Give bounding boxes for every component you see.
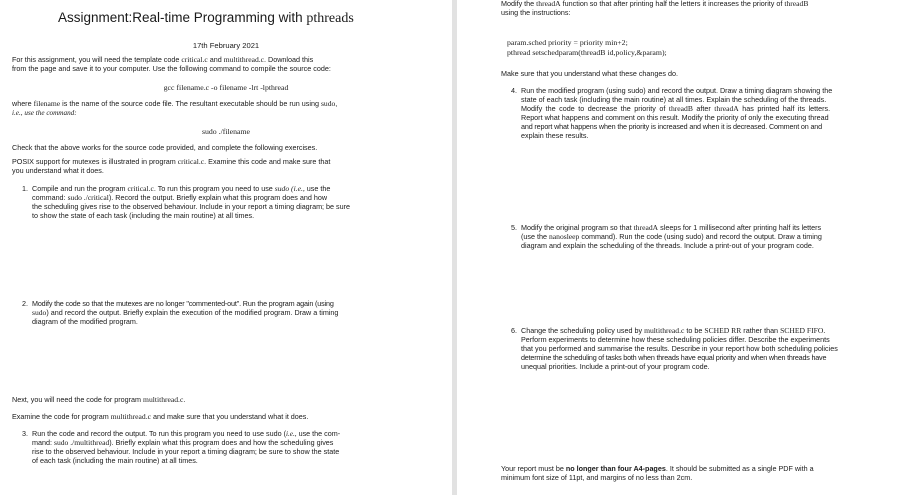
code-line-1: param.sched priority = priority min+2; — [507, 38, 628, 47]
ex2-line-1: Modify the code so that the mutexes are no longer "commented-out". Run the program again (using — [32, 299, 334, 308]
exercise-6-number: 6. — [511, 326, 517, 335]
ex1-line-4: to show the state of each task (including the main routine) at all times. — [32, 210, 255, 220]
ex6-text-a: Change the scheduling policy used by — [521, 326, 643, 335]
ex6-code-multithread: multithread.c — [644, 326, 685, 335]
report-text-b: . It should be submitted as a single PDF with a — [665, 464, 814, 473]
ex5-line-3: diagram and explain the scheduling of the threads. Include a print-out of your program code. — [521, 240, 814, 250]
modify-code-threadb: threadB — [784, 0, 809, 8]
where-text-b: is the name of the source code file. The resultant executable should be run using — [62, 99, 319, 108]
ex5-text-a: Modify the original program so that — [521, 223, 632, 232]
title-code: pthreads — [306, 11, 354, 26]
run-command: sudo ./filename — [201, 127, 251, 136]
exercise-3 — [22, 430, 406, 466]
ex3-text-ie: i.e., — [286, 430, 297, 438]
next-code: multithread.c — [143, 395, 184, 404]
ex1-text-c: use the — [306, 184, 331, 193]
exercise-2 — [22, 300, 402, 327]
ex5-code-nanosleep: nanosleep — [548, 231, 580, 241]
report-paragraph — [501, 465, 913, 483]
code-block — [507, 38, 667, 58]
ex4-line-5: and report what happens when the priority is increased and when it is decreased. Comment on and — [521, 121, 822, 131]
compile-command: gcc filename.c -o filename -lrt -lpthread — [163, 83, 289, 92]
intro-code-critical: critical.c — [181, 55, 208, 64]
ex6-code-sched-fifo: SCHED FIFO. — [780, 326, 826, 335]
intro-text-c: . Download this — [264, 55, 314, 64]
exercise-1 — [22, 185, 402, 221]
ex5-text-c: (use the — [521, 231, 547, 241]
ex1-text-e: ). Record the output. Briefly explain what this program does and how — [108, 192, 328, 202]
ex1-text-d: command: — [32, 192, 66, 202]
where-text-c: , — [335, 99, 338, 108]
exercise-6 — [511, 327, 911, 372]
exercise-3-number: 3. — [22, 429, 28, 438]
ex4-text-c: has printed half its letters. — [742, 103, 831, 113]
ex6-line-3: that you performed and summarise the results. Describe in your report how both scheduling policies — [521, 343, 838, 353]
intro-paragraph — [12, 56, 442, 74]
next-text-b: . — [183, 395, 186, 404]
ex6-text-c: rather than — [743, 326, 779, 335]
examine-paragraph — [12, 413, 442, 422]
page-left — [0, 0, 452, 495]
exercise-4 — [511, 87, 911, 140]
ex3-line-4: of each task (including the main routine) at all times. — [32, 455, 198, 465]
date-line: 17th February 2021 — [192, 41, 260, 50]
modify-code-threada: threadA — [536, 0, 561, 8]
ex6-text-b: to be — [686, 326, 703, 335]
ex6-code-sched-rr: SCHED RR — [704, 326, 742, 335]
ex4-line-6: explain these results. — [521, 130, 589, 140]
ex2-line-3: diagram of the modified program. — [32, 316, 138, 326]
modify-text-b: function so that after printing half the letters it increases the priority of — [562, 0, 783, 8]
ex5-text-d: command). Run the code (using sudo) and record the output. Draw a timing — [581, 231, 822, 241]
ex1-text-a: Compile and run the program — [32, 184, 126, 193]
ex2-code-sudo: sudo — [32, 307, 47, 317]
modify-text-a: Modify the — [501, 0, 535, 8]
ex3-text-c: mand: — [32, 437, 52, 447]
ex3-text-a: Run the code and record the output. To run this program you need to use sudo ( — [32, 429, 286, 438]
ex3-line-3: rise to the observed behaviour. Include in your report a timing diagram; be sure to show the state — [32, 446, 340, 456]
posix-line-2: you understand what it does. — [12, 165, 104, 175]
report-line-2: minimum font size of 11pt, and margins of no less than 2cm. — [501, 472, 693, 482]
ex1-text-b: . To run this program you need to use — [153, 184, 273, 193]
where-line-2: i.e., use the command: — [12, 108, 77, 117]
examine-text-b: and make sure that you understand what it does. — [152, 412, 309, 421]
report-length-limit: no longer than four A4-pages — [565, 464, 666, 473]
ex1-line-3: the scheduling gives rise to the observed behaviour. Include in your report a timing diagram; be sure — [32, 201, 351, 211]
check-paragraph: Check that the above works for the source code provided, and complete the following exercises. — [12, 143, 318, 152]
ex3-text-d: ). Briefly explain what this program does and how the scheduling gives — [109, 437, 334, 447]
examine-text-a: Examine the code for program — [12, 412, 109, 421]
title-text: Assignment:Real-time Programming with — [58, 10, 303, 25]
exercise-2-number: 2. — [22, 299, 28, 308]
ex4-line-1: Run the modified program (using sudo) and record the output. Draw a timing diagram showing the — [521, 86, 833, 95]
make-sure-paragraph: Make sure that you understand what these changes do. — [501, 69, 679, 78]
ex3-text-b: use the com- — [298, 429, 341, 438]
exercise-1-number: 1. — [22, 184, 28, 193]
ex1-code-command: sudo ./critical — [67, 192, 109, 202]
ex1-code-sudo: sudo (i.e., — [274, 184, 305, 193]
where-code-filename: filename — [33, 99, 61, 108]
ex4-text-a: Modify the code to decrease the priority of — [521, 103, 666, 113]
exercise-5-number: 5. — [511, 223, 517, 232]
ex6-line-2: Perform experiments to determine how these scheduling policies differ. Describe the experiments — [521, 334, 830, 344]
modify-line-2: using the instructions: — [501, 7, 571, 17]
ex4-line-2: state of each task (including the main routine) at all times. Explain the scheduling of the threads. — [521, 94, 827, 104]
exercise-4-number: 4. — [511, 86, 517, 95]
next-paragraph — [12, 396, 442, 405]
intro-code-multithread: multithread.c — [223, 55, 265, 64]
ex5-text-b: sleeps for 1 millisecond after printing half its letters — [660, 223, 822, 232]
examine-code: multithread.c — [110, 412, 151, 421]
report-text-a: Your report must be — [501, 464, 564, 473]
posix-text-b: . Examine this code and make sure that — [204, 157, 331, 166]
page-right — [457, 0, 918, 495]
ex6-line-5: unequal priorities. Include a print-out of your program code. — [521, 361, 710, 371]
assignment-title — [58, 10, 354, 27]
code-line-2: pthread setschedparam(threadB id,policy,&param); — [507, 48, 667, 57]
intro-line-2: from the page and save it to your computer. Use the following command to compile the source code: — [12, 63, 331, 73]
exercise-5 — [511, 224, 911, 251]
ex4-code-threada: threadA — [714, 103, 739, 113]
ex5-code-threada: threadA — [633, 223, 659, 232]
where-code-sudo: sudo — [320, 99, 336, 108]
ex1-code-critical: critical.c — [127, 184, 154, 193]
intro-text-b: and — [209, 55, 222, 64]
ex6-line-4: determine the scheduling of tasks both when threads have equal priority and when when threads have — [521, 352, 827, 362]
where-text-a: where — [12, 99, 32, 108]
ex2-text-b: ) and record the output. Briefly explain the execution of the modified program. Draw a timing — [46, 307, 339, 317]
modify-paragraph — [501, 0, 911, 18]
posix-paragraph — [12, 158, 442, 176]
posix-code: critical.c — [177, 157, 205, 166]
intro-text-a: For this assignment, you will need the template code — [12, 55, 180, 64]
next-text-a: Next, you will need the code for program — [12, 395, 142, 404]
posix-text-a: POSIX support for mutexes is illustrated in program — [12, 157, 176, 166]
ex4-line-4: Report what happens and comment on this result. Modify the priority of only the executing thread — [521, 112, 829, 122]
ex3-code-command: sudo ./multithread — [53, 437, 110, 447]
ex4-text-b: after — [696, 103, 711, 113]
ex4-code-threadb: threadB — [668, 103, 693, 113]
where-paragraph — [12, 100, 442, 118]
